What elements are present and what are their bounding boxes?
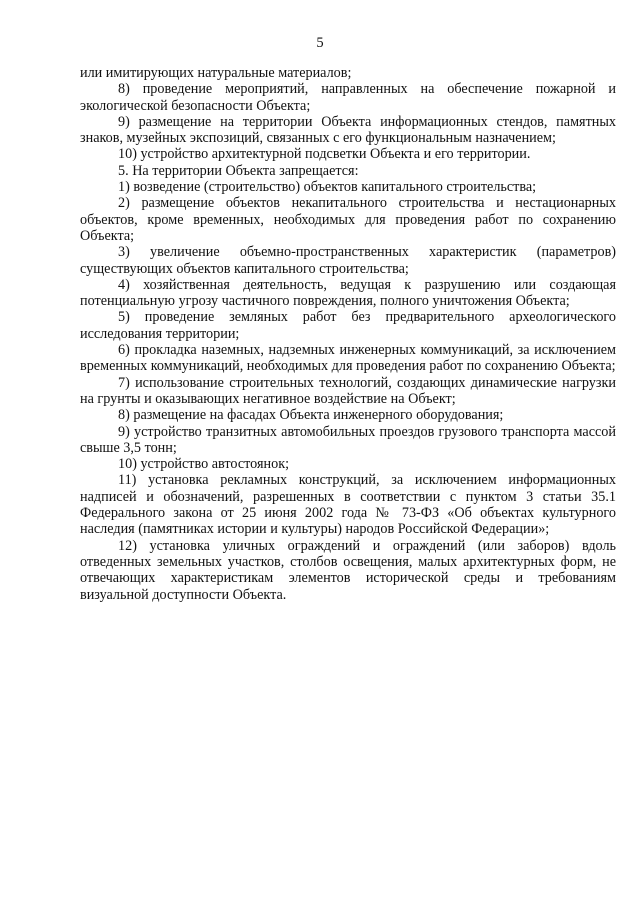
- paragraph: 11) установка рекламных конструкций, за исключением информационных надписей и обозначений, разрешенных в соответствии с пунктом 3 статьи 35.1 Федерального закона от 25 июня 2002 года № 73-ФЗ «Об объектах культурного наследия (памятниках истории и культуры) народов Российской Федерации»;: [80, 472, 616, 538]
- document-body: [80, 65, 616, 603]
- paragraph: 7) использование строительных технологий, создающих динамические нагрузки на грунты и оказывающих негативное воздействие на Объект;: [80, 374, 616, 407]
- paragraph: 12) установка уличных ограждений и ограждений (или заборов) вдоль отведенных земельных участков, столбов освещения, малых архитектурных форм, не отвечающих характеристикам элементов исторической среды и требованиям визуальной доступности Объекта.: [80, 537, 616, 603]
- paragraph: 9) размещение на территории Объекта информационных стендов, памятных знаков, музейных экспозиций, связанных с его функциональным назначением;: [80, 113, 616, 147]
- paragraph: или имитирующих натуральные материалов;: [80, 65, 352, 81]
- paragraph: 8) проведение мероприятий, направленных на обеспечение пожарной и экологической безопасности Объекта;: [80, 81, 616, 114]
- paragraph: 8) размещение на фасадах Объекта инженерного оборудования;: [118, 407, 504, 424]
- paragraph: 6) прокладка наземных, надземных инженерных коммуникаций, за исключением временных коммуникаций, необходимых для проведения работ по сохранению Объекта;: [80, 342, 616, 375]
- paragraph: 5. На территории Объекта запрещается:: [118, 162, 359, 179]
- paragraph: 1) возведение (строительство) объектов капитального строительства;: [118, 179, 537, 196]
- paragraph: 2) размещение объектов некапитального строительства и нестационарных объектов, кроме временных, необходимых для проведения работ по сохранению Объекта;: [80, 195, 616, 244]
- paragraph: 10) устройство автостоянок;: [118, 456, 290, 473]
- page-number: 5: [316, 35, 324, 51]
- paragraph: 9) устройство транзитных автомобильных проездов грузового транспорта массой свыше 3,5 тонн;: [80, 423, 616, 456]
- paragraph: 4) хозяйственная деятельность, ведущая к разрушению или создающая потенциальную угрозу частичного повреждения, полного уничтожения Объекта;: [80, 276, 616, 310]
- paragraph: 3) увеличение объемно-пространственных характеристик (параметров) существующих объектов капитального строительства;: [80, 244, 616, 277]
- paragraph: 10) устройство архитектурной подсветки Объекта и его территории.: [118, 146, 531, 163]
- paragraph: 5) проведение земляных работ без предварительного археологического исследования территории;: [80, 309, 616, 342]
